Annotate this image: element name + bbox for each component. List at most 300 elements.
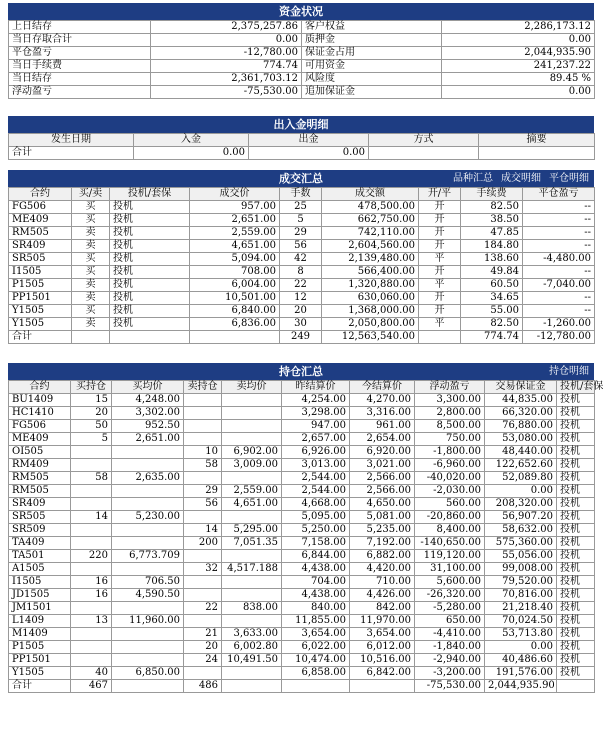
table-cell [112,459,184,472]
table-cell: 平 [419,279,461,292]
table-cell: -7,040.00 [523,279,595,292]
table-cell: 10,501.00 [190,292,280,305]
table-cell: -1,840.00 [415,641,485,654]
column-header: 交易保证金 [485,381,557,394]
table-cell: 买 [72,266,110,279]
table-cell: 838.00 [222,602,282,615]
section-link[interactable]: 持仓明细 [549,366,589,377]
table-cell: 1,320,880.00 [322,279,419,292]
table-cell: 4,650.00 [350,498,415,511]
table-row [9,266,595,279]
table-cell: Y1505 [9,318,72,331]
table-cell: 4,270.00 [350,394,415,407]
table-cell: 风险度 [302,73,442,86]
table-cell: 开 [419,266,461,279]
table-cell: 14 [71,511,112,524]
table-cell: 2,286,173.12 [442,21,595,34]
table-cell: 投机 [110,305,190,318]
table-cell [184,511,222,524]
table-row [9,667,595,680]
column-header: 卖持仓 [184,381,222,394]
table-cell: 6,842.00 [350,667,415,680]
table-cell: 42 [280,253,322,266]
table-cell: TA501 [9,550,71,563]
table-cell: -40,020.00 [415,472,485,485]
table-cell: 3,013.00 [282,459,350,472]
table-cell: 6,844.00 [282,550,350,563]
table-cell: 774.74 [461,331,523,344]
table-cell: 2,604,560.00 [322,240,419,253]
table-cell: 11,970.00 [350,615,415,628]
table-cell: 58 [184,459,222,472]
table-cell [112,602,184,615]
table-cell: 10,516.00 [350,654,415,667]
table-cell [222,615,282,628]
table-row [9,60,595,73]
table-cell: 2,559.00 [222,485,282,498]
table-cell: 478,500.00 [322,201,419,214]
table-cell: 投机 [557,537,595,550]
table-cell: 742,110.00 [322,227,419,240]
table-cell: 99,008.00 [485,563,557,576]
table-cell: 40 [71,667,112,680]
table-cell: 706.50 [112,576,184,589]
table-cell: 开 [419,292,461,305]
table-cell: 当日结存 [9,73,151,86]
table-cell: 842.00 [350,602,415,615]
table-cell: 6,012.00 [350,641,415,654]
table-cell: 30 [280,318,322,331]
table-cell [112,485,184,498]
table-cell: 2,566.00 [350,485,415,498]
table-cell: RM505 [9,227,72,240]
table-cell [222,407,282,420]
column-header: 浮动盈亏 [415,381,485,394]
trade-summary-section [8,170,594,344]
header-row [9,134,595,147]
table-cell: -12,780.00 [151,47,302,60]
table-cell: 6,858.00 [282,667,350,680]
table-cell [184,615,222,628]
table-cell: 2,544.00 [282,472,350,485]
table-cell: -4,410.00 [415,628,485,641]
table-cell: 6,836.00 [190,318,280,331]
table-cell: 4,438.00 [282,589,350,602]
table-cell: -- [523,305,595,318]
table-cell: -12,780.00 [523,331,595,344]
table-cell: 3,654.00 [282,628,350,641]
table-cell: HC1410 [9,407,71,420]
table-cell: P1505 [9,279,72,292]
table-cell: 6,902.00 [222,446,282,459]
table-cell: 952.50 [112,420,184,433]
table-cell: 5,094.00 [190,253,280,266]
table-cell: 3,316.00 [350,407,415,420]
table-cell: 4,420.00 [350,563,415,576]
table-row [9,654,595,667]
table-cell: 47.85 [461,227,523,240]
table-cell [222,680,282,693]
column-header: 成交额 [322,188,419,201]
table-row [9,407,595,420]
table-cell: M1409 [9,628,71,641]
table-cell: 11,960.00 [112,615,184,628]
table-cell: 投机 [557,615,595,628]
table-cell: 119,120.00 [415,550,485,563]
table-cell: 投机 [110,266,190,279]
table-cell: Y1505 [9,667,71,680]
table-cell: -20,860.00 [415,511,485,524]
table-cell: I1505 [9,266,72,279]
table-cell [71,537,112,550]
table-cell: 8 [280,266,322,279]
table-cell: 3,654.00 [350,628,415,641]
header-row [9,381,595,394]
table-cell: -6,960.00 [415,459,485,472]
table-cell: 49.84 [461,266,523,279]
table-cell: 开 [419,227,461,240]
fund-status-table [8,20,595,99]
table-cell: 4,651.00 [190,240,280,253]
table-cell: -1,260.00 [523,318,595,331]
section-link[interactable]: 平仓明细 [549,173,589,184]
table-cell [222,589,282,602]
table-cell: 4,590.50 [112,589,184,602]
table-row [9,589,595,602]
total-row [9,331,595,344]
column-header: 投机/套保 [557,381,595,394]
table-cell: 55.00 [461,305,523,318]
table-cell: 5 [280,214,322,227]
table-cell: 3,298.00 [282,407,350,420]
table-cell: -- [523,227,595,240]
table-cell: 566,400.00 [322,266,419,279]
table-row [9,201,595,214]
table-cell: 5,600.00 [415,576,485,589]
table-cell: 200 [184,537,222,550]
table-cell: 10,474.00 [282,654,350,667]
table-cell: 投机 [557,485,595,498]
table-cell [184,589,222,602]
table-cell [71,459,112,472]
table-cell [112,446,184,459]
table-cell: 7,192.00 [350,537,415,550]
table-row [9,537,595,550]
table-row [9,47,595,60]
column-header: 成交价 [190,188,280,201]
trade-summary-title: 成交汇总 [279,172,323,185]
table-cell: 开 [419,305,461,318]
table-cell: 0.00 [151,34,302,47]
table-cell [222,433,282,446]
table-cell [282,680,350,693]
table-cell: 0.00 [249,147,369,160]
table-cell: 70,816.00 [485,589,557,602]
table-cell: PP1501 [9,654,71,667]
table-cell: 投机 [557,394,595,407]
table-cell: 开 [419,201,461,214]
table-cell [72,331,110,344]
table-cell [71,602,112,615]
table-cell: 6,773.709 [112,550,184,563]
table-cell [112,498,184,511]
table-cell: 56 [184,498,222,511]
table-cell: SR509 [9,524,71,537]
table-row [9,511,595,524]
table-row [9,253,595,266]
table-row [9,86,595,99]
table-cell [184,394,222,407]
table-cell: 开 [419,214,461,227]
table-cell: 662,750.00 [322,214,419,227]
table-cell: 合计 [9,147,134,160]
table-cell: 947.00 [282,420,350,433]
table-cell: 467 [71,680,112,693]
table-cell: FG506 [9,201,72,214]
table-cell [419,331,461,344]
table-cell: 122,652.60 [485,459,557,472]
column-header: 买均价 [112,381,184,394]
table-cell: 44,835.00 [485,394,557,407]
table-cell [112,641,184,654]
table-cell [557,680,595,693]
table-cell: 5,095.00 [282,511,350,524]
table-row [9,472,595,485]
table-row [9,73,595,86]
table-cell: 138.60 [461,253,523,266]
table-cell [479,147,595,160]
table-cell: 投机 [557,550,595,563]
table-cell: 3,633.00 [222,628,282,641]
section-link[interactable]: 成交明细 [501,173,541,184]
table-cell: 当日手续费 [9,60,151,73]
table-cell [222,420,282,433]
table-cell [112,563,184,576]
table-cell: 25 [280,201,322,214]
table-cell: 质押金 [302,34,442,47]
table-row [9,576,595,589]
table-cell [350,680,415,693]
table-cell: -2,940.00 [415,654,485,667]
table-row [9,34,595,47]
table-cell: 投机 [557,654,595,667]
position-summary-title: 持仓汇总 [279,365,323,378]
table-cell: 6,920.00 [350,446,415,459]
table-cell: 32 [184,563,222,576]
table-cell [190,331,280,344]
table-cell: 21,218.40 [485,602,557,615]
table-cell: 投机 [557,498,595,511]
table-cell: 6,022.00 [282,641,350,654]
table-cell: 当日存取合计 [9,34,151,47]
table-cell: 2,559.00 [190,227,280,240]
table-row [9,227,595,240]
table-cell: 15 [71,394,112,407]
table-cell: 70,024.50 [485,615,557,628]
column-header: 合约 [9,381,71,394]
table-cell: TA409 [9,537,71,550]
table-cell [184,433,222,446]
table-cell: 3,300.00 [415,394,485,407]
table-cell: 957.00 [190,201,280,214]
table-cell: 0.00 [485,641,557,654]
table-cell: 投机 [557,589,595,602]
table-cell: 53,713.80 [485,628,557,641]
table-cell: FG506 [9,420,71,433]
table-cell: 投机 [557,472,595,485]
table-cell: 20 [280,305,322,318]
table-cell: 22 [184,602,222,615]
table-cell: -- [523,240,595,253]
table-cell: ME409 [9,433,71,446]
table-cell [71,628,112,641]
table-cell: Y1505 [9,305,72,318]
table-cell: 24 [184,654,222,667]
table-row [9,628,595,641]
column-header: 合约 [9,188,72,201]
cashflow-section [8,116,594,160]
table-cell [369,147,479,160]
table-cell: 2,651.00 [112,433,184,446]
table-cell: 投机 [557,459,595,472]
table-cell: 53,080.00 [485,433,557,446]
table-cell: 4,426.00 [350,589,415,602]
trade-summary-links [445,171,589,186]
table-cell [222,472,282,485]
table-cell: 投机 [110,318,190,331]
table-cell: 卖 [72,227,110,240]
table-cell [71,485,112,498]
table-cell: 4,438.00 [282,563,350,576]
total-row [9,147,595,160]
table-cell [71,524,112,537]
fund-status-section [8,3,594,99]
table-cell [71,641,112,654]
table-cell: 20 [71,407,112,420]
table-cell: 6,002.80 [222,641,282,654]
table-cell: 0.00 [134,147,249,160]
table-cell: 5,230.00 [112,511,184,524]
table-row [9,641,595,654]
table-row [9,524,595,537]
table-cell: 3,009.00 [222,459,282,472]
table-cell: SR505 [9,511,71,524]
table-row [9,563,595,576]
table-cell: 2,544.00 [282,485,350,498]
column-header: 发生日期 [9,134,134,147]
table-cell: 56,907.20 [485,511,557,524]
table-cell: 1,368,000.00 [322,305,419,318]
section-link[interactable]: 品种汇总 [453,173,493,184]
column-header: 入金 [134,134,249,147]
table-cell: 2,657.00 [282,433,350,446]
table-cell: 66,320.00 [485,407,557,420]
table-cell: 0.00 [442,86,595,99]
table-cell: JD1505 [9,589,71,602]
column-header: 手数 [280,188,322,201]
trade-summary-table [8,187,595,344]
table-cell [112,628,184,641]
position-summary-links [541,364,589,379]
table-cell: -140,650.00 [415,537,485,550]
table-cell: 60.50 [461,279,523,292]
table-cell [110,331,190,344]
table-row [9,550,595,563]
table-cell: -75,530.00 [415,680,485,693]
table-cell [112,537,184,550]
table-cell: 3,021.00 [350,459,415,472]
table-cell: 5,235.00 [350,524,415,537]
table-cell: 704.00 [282,576,350,589]
fund-status-title: 资金状况 [8,3,594,20]
table-cell: 11,855.00 [282,615,350,628]
table-cell: -4,480.00 [523,253,595,266]
table-cell: -1,800.00 [415,446,485,459]
table-cell: 6,004.00 [190,279,280,292]
table-cell: 平仓盈亏 [9,47,151,60]
table-cell [112,524,184,537]
table-cell: 0.00 [442,34,595,47]
table-cell: 708.00 [190,266,280,279]
table-cell: ME409 [9,214,72,227]
column-header: 买持仓 [71,381,112,394]
table-cell: -5,280.00 [415,602,485,615]
column-header: 平仓盈亏 [523,188,595,201]
table-cell: 投机 [557,407,595,420]
table-cell: 投机 [557,420,595,433]
table-cell: 4,248.00 [112,394,184,407]
table-cell [112,654,184,667]
table-cell: 220 [71,550,112,563]
table-cell: 平 [419,318,461,331]
table-cell: 560.00 [415,498,485,511]
table-cell [184,576,222,589]
table-row [9,420,595,433]
table-cell: JM1501 [9,602,71,615]
table-row [9,21,595,34]
table-cell: 2,635.00 [112,472,184,485]
table-cell: 2,375,257.86 [151,21,302,34]
table-cell: 4,668.00 [282,498,350,511]
table-cell: 2,139,480.00 [322,253,419,266]
table-cell: 0.00 [485,485,557,498]
trade-summary-title-bar [8,170,594,187]
table-cell: 12 [280,292,322,305]
table-cell: 840.00 [282,602,350,615]
table-cell: -3,200.00 [415,667,485,680]
cashflow-title: 出入金明细 [8,116,594,133]
table-row [9,318,595,331]
table-cell: 56 [280,240,322,253]
table-cell: 58,632.00 [485,524,557,537]
column-header: 开/平 [419,188,461,201]
table-cell: 184.80 [461,240,523,253]
table-cell: 8,400.00 [415,524,485,537]
total-row [9,680,595,693]
table-cell: 投机 [557,602,595,615]
table-cell: 2,654.00 [350,433,415,446]
column-header: 摘要 [479,134,595,147]
table-row [9,292,595,305]
table-row [9,433,595,446]
table-cell: 5,295.00 [222,524,282,537]
table-cell [184,407,222,420]
table-cell: 4,254.00 [282,394,350,407]
table-cell: 保证金占用 [302,47,442,60]
table-cell: 买 [72,253,110,266]
table-cell: 16 [71,576,112,589]
table-cell: 29 [184,485,222,498]
